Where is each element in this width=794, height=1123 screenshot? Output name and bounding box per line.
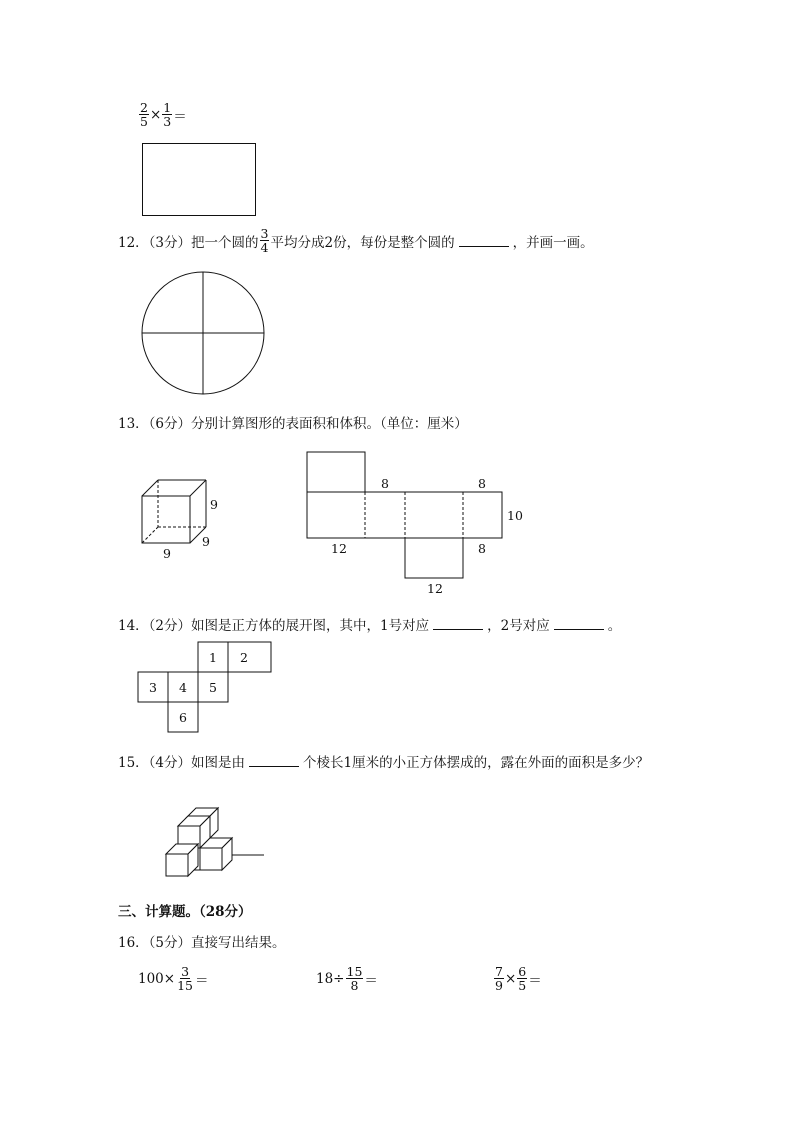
fraction [176, 965, 194, 992]
numerator: 3 [260, 226, 269, 241]
question-15 [118, 751, 649, 771]
q12-suffix: ，并画一画。 [512, 234, 594, 251]
q15-suffix: 个棱长1厘米的小正方体摆成的，露在外面的面积是多少？ [303, 755, 650, 771]
cube-label-width: 9 [163, 546, 171, 561]
net-label-right: 10 [507, 508, 523, 523]
denominator: 9 [495, 978, 503, 994]
equals-sign: ＝ [364, 972, 378, 989]
answer-blank[interactable] [459, 235, 509, 247]
question-16: 16．（5分）直接写出结果。 [118, 935, 286, 951]
q12-middle: 平均分成2份，每份是整个圆的 [270, 234, 455, 251]
circle-diagram [140, 270, 270, 396]
equals-sign: ＝ [173, 108, 187, 125]
denominator: 3 [163, 114, 172, 130]
numerator: 6 [518, 964, 527, 979]
drawing-rectangle [142, 143, 256, 216]
answer-blank-2[interactable] [554, 618, 604, 630]
expr-lead: 18÷ [316, 970, 345, 987]
numerator: 1 [163, 100, 172, 115]
numerator: 2 [140, 100, 148, 115]
cube-label-depth: 9 [202, 534, 210, 549]
denominator: 8 [350, 978, 359, 994]
times-sign: × [149, 106, 162, 123]
net-label-bottom: 12 [427, 581, 443, 596]
cuboid-net-diagram [300, 448, 540, 600]
cube-diagram [138, 476, 228, 562]
expr-top [138, 101, 187, 128]
stacked-cubes-diagram [160, 804, 266, 880]
calc-expr-1 [138, 965, 209, 992]
net-cell-5: 5 [209, 680, 217, 695]
denominator: 4 [260, 240, 269, 256]
equals-sign: ＝ [528, 972, 542, 989]
fraction [162, 101, 172, 128]
denominator: 5 [518, 978, 527, 994]
net-cell-1: 1 [209, 650, 217, 665]
net-cell-2: 2 [240, 650, 248, 665]
numerator: 7 [495, 964, 503, 979]
calc-expr-3 [493, 965, 542, 992]
answer-blank[interactable] [249, 755, 299, 767]
fraction [139, 101, 149, 128]
question-13: 13．（6分）分别计算图形的表面积和体积。（单位：厘米） [118, 416, 468, 432]
net-cell-4: 4 [179, 680, 187, 695]
net-label-top-b: 8 [478, 476, 486, 491]
answer-blank-1[interactable] [433, 618, 483, 630]
cube-label-height: 9 [210, 497, 218, 512]
q14-prefix: 14．（2分）如图是正方体的展开图，其中，1号对应 [118, 618, 430, 634]
numerator: 3 [181, 964, 190, 979]
denominator: 15 [177, 978, 193, 994]
cube-net-diagram [136, 640, 276, 734]
fraction [494, 965, 504, 992]
question-14 [118, 614, 621, 634]
question-12 [118, 227, 594, 254]
net-cell-3: 3 [149, 680, 157, 695]
section-title: 三、计算题。（28分） [118, 904, 252, 920]
q14-suffix: 。 [607, 618, 622, 634]
net-label-bottom-left: 12 [331, 541, 347, 556]
q12-prefix: 12．（3分）把一个圆的 [118, 234, 259, 251]
q15-prefix: 15．（4分）如图是由 [118, 755, 246, 771]
equals-sign: ＝ [195, 972, 209, 989]
numerator: 15 [346, 964, 363, 979]
net-cell-6: 6 [179, 710, 187, 725]
net-label-right-lower: 8 [478, 541, 486, 556]
net-label-top-a: 8 [381, 476, 389, 491]
denominator: 5 [140, 114, 148, 130]
calc-expr-2 [316, 965, 378, 992]
expr-lead: 100× [138, 970, 176, 987]
fraction [260, 227, 270, 254]
times-sign: × [504, 970, 517, 987]
fraction [517, 965, 527, 992]
fraction [346, 965, 364, 992]
q14-middle: ，2号对应 [487, 618, 550, 634]
